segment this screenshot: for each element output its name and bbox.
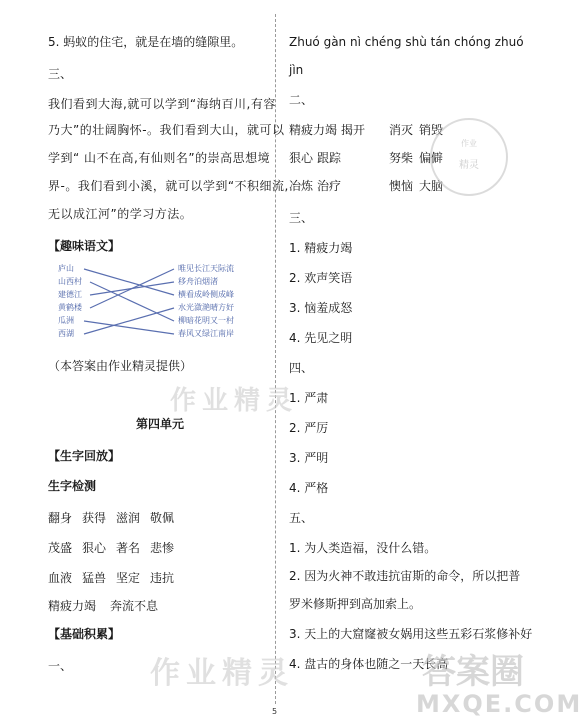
word: 奔流不息 — [110, 599, 159, 613]
match-line — [84, 321, 174, 334]
paragraph-line-3: 学到“ 山不在高,有仙则名”的崇高思想境 — [48, 151, 271, 165]
word: 努柴 — [389, 151, 414, 165]
pinyin-line-1: Zhuó gàn nì chéng shù tán chóng zhuó — [289, 35, 524, 49]
source-note: （本答案由作业精灵提供） — [48, 359, 193, 373]
check-title: 生字检测 — [48, 479, 97, 493]
match-right-item: 水光潋滟晴方好 — [178, 303, 234, 312]
word: 坚定 — [116, 571, 141, 585]
corner-watermark-url: MXQE.COM — [416, 690, 582, 718]
item-5: 5. 蚂蚁的住宅，就是在墙的缝隙里。 — [48, 35, 244, 49]
word: 消灭 — [389, 123, 414, 137]
word: 治疗 — [317, 179, 342, 193]
paragraph-line-4: 界-。我们看到小溪，就可以学到“不积细流, — [48, 179, 289, 193]
unit-title: 第四单元 — [136, 417, 185, 431]
word: 违抗 — [150, 571, 175, 585]
word: 大脑 — [419, 179, 444, 193]
word: 敬佩 — [150, 511, 175, 525]
list3-item: 2. 欢声笑语 — [289, 271, 353, 285]
watermark-main: 作业精灵 — [170, 386, 299, 416]
watermark-bottom: 作业精灵 — [150, 656, 294, 691]
section-1-left: 一、 — [48, 659, 73, 673]
watermark-stamp — [430, 118, 508, 196]
corner-watermark-text: 答案圈 — [422, 652, 524, 692]
list5-item-2a: 2. 因为火神不敢违抗宙斯的命令，所以把普 — [289, 569, 521, 583]
word: 狠心 — [82, 541, 107, 555]
section-3-right: 三、 — [289, 211, 314, 225]
word: 销毁 — [419, 123, 444, 137]
word: 揭开 — [341, 123, 366, 137]
word: 懊恼 — [389, 179, 414, 193]
corner-watermark — [412, 638, 582, 723]
list4-item: 3. 严明 — [289, 451, 329, 465]
column-divider — [275, 14, 276, 704]
match-right-column — [178, 262, 234, 340]
word: 偏僻 — [419, 151, 444, 165]
fun-chinese-title: 【趣味语文】 — [48, 239, 121, 253]
matching-exercise — [44, 262, 274, 348]
review-title: 【生字回放】 — [48, 449, 121, 463]
list5-item-2b: 罗米修斯押到高加索上。 — [289, 597, 422, 611]
match-right-item: 唯见长江天际流 — [178, 264, 234, 273]
list3-item: 1. 精疲力竭 — [289, 241, 353, 255]
word: 精疲力竭 — [289, 123, 338, 137]
word: 滋润 — [116, 511, 141, 525]
word: 获得 — [82, 511, 107, 525]
list3-item: 3. 恼羞成怒 — [289, 301, 353, 315]
section-2-right: 二、 — [289, 93, 314, 107]
match-line — [84, 308, 174, 334]
stamp-text-mid: 精灵 — [459, 160, 479, 171]
word: 翻身 — [48, 511, 73, 525]
list4-item: 4. 严格 — [289, 481, 329, 495]
word: 猛兽 — [82, 571, 107, 585]
match-right-item: 移舟泊烟渚 — [178, 277, 218, 286]
match-left-item: 西湖 — [58, 329, 74, 338]
match-left-item: 庐山 — [58, 264, 74, 273]
word: 茂盛 — [48, 541, 73, 555]
list4-item: 2. 严厉 — [289, 421, 329, 435]
list5-item-1: 1. 为人类造福，没什么错。 — [289, 541, 437, 555]
word: 悲惨 — [150, 541, 175, 555]
word: 冶炼 — [289, 179, 314, 193]
basic-title: 【基础积累】 — [48, 627, 121, 641]
word: 著名 — [116, 541, 141, 555]
match-right-item: 柳暗花明又一村 — [178, 316, 234, 325]
word: 血液 — [48, 571, 73, 585]
paragraph-line-2: 乃大”的壮阔胸怀-。我们看到大山，就可以 — [48, 123, 285, 137]
page-number: 5 — [272, 707, 278, 716]
match-right-item: 春风又绿江南岸 — [178, 329, 234, 338]
section-3-left: 三、 — [48, 67, 73, 81]
section-4-right: 四、 — [289, 361, 314, 375]
match-left-item: 建德江 — [58, 290, 82, 299]
pinyin-line-2: jìn — [289, 63, 304, 77]
list5-item-3: 3. 天上的大窟窿被女娲用这些五彩石浆修补好 — [289, 627, 533, 641]
paragraph-line-5: 无以成江河”的学习方法。 — [48, 207, 193, 221]
word: 跟踪 — [317, 151, 342, 165]
word: 精疲力竭 — [48, 599, 97, 613]
word: 狠心 — [289, 151, 314, 165]
stamp-text-top: 作业 — [461, 139, 477, 148]
match-left-item: 黄鹤楼 — [58, 303, 82, 312]
list3-item: 4. 先见之明 — [289, 331, 353, 345]
match-left-item: 山西村 — [58, 277, 82, 286]
match-left-item: 瓜洲 — [58, 316, 74, 325]
section-5-right: 五、 — [289, 511, 314, 525]
match-lines — [44, 262, 274, 348]
list4-item: 1. 严肃 — [289, 391, 329, 405]
match-right-item: 横看成岭侧成峰 — [178, 290, 234, 299]
list5-item-4: 4. 盘古的身体也随之一天长高 — [289, 657, 449, 671]
match-line — [84, 269, 174, 295]
paragraph-line-1: 我们看到大海,就可以学到“海纳百川,有容 — [48, 97, 276, 111]
